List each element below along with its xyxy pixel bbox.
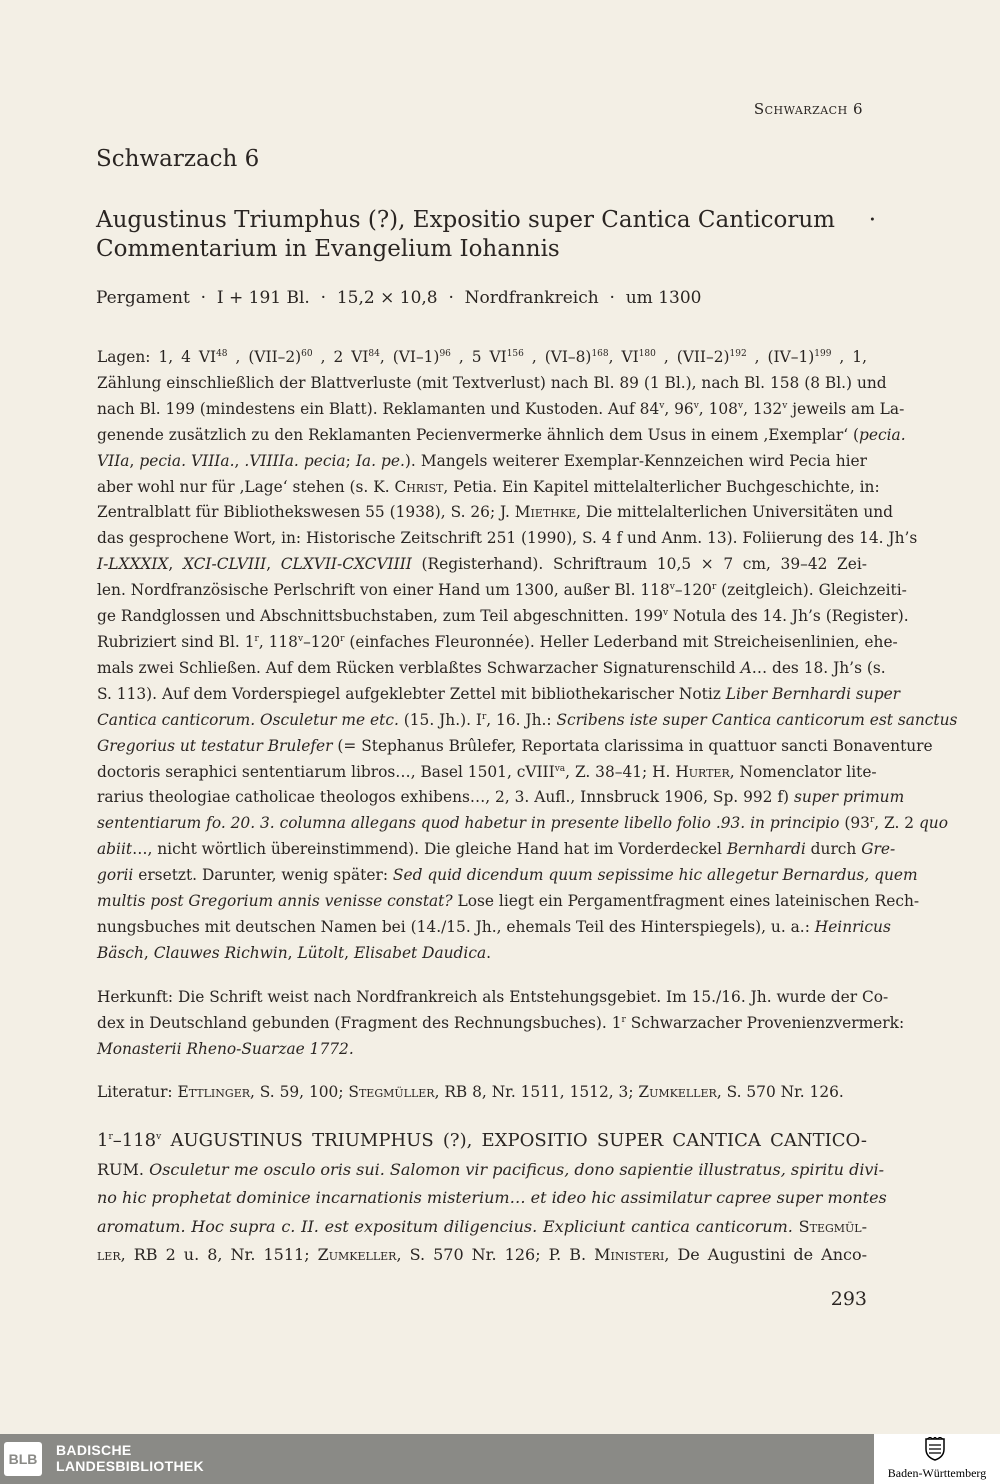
title-separator: ·	[868, 207, 876, 233]
provenance-paragraph: Herkunft: Die Schrift weist nach Nordfrankreich als Entstehungsgebiet. Im 15./16. Jh. wurde der Co- dex in Deutschland gebunden (Fragment des Rechnungsbuches). 1$^r$ Schwarzacher Provenienzvermerk: Monasterii Rheno-Suarzae 1772.	[97, 988, 905, 1058]
leaf-count: I + 191 Bl.	[216, 288, 310, 308]
library-name: BADISCHE LANDESBIBLIOTHEK	[56, 1442, 204, 1474]
physical-description: Pergament · I + 191 Bl. · 15,2 × 10,8 · Nordfrankreich · um 1300	[96, 288, 702, 308]
manuscript-title	[96, 206, 876, 264]
coat-of-arms-icon	[924, 1437, 946, 1461]
dimensions: 15,2 × 10,8	[336, 288, 438, 308]
content-heading: AUGUSTINUS TRIUMPHUS (?), EXPOSITIO SUPER CANTICA CANTICO-	[170, 1130, 867, 1151]
state-name: Baden-Württemberg	[887, 1466, 987, 1480]
state-logo[interactable]	[874, 1434, 1000, 1484]
content-entry: 1$^r$–118$^v$ AUGUSTINUS TRIUMPHUS (?), EXPOSITIO SUPER CANTICA CANTICO- RUM. Osculetur me osculo oris sui. Salomon vir pacificus, dono sapientie illustratus, spiritu divi- no hic prophetat dominice incarnationis misterium… et ideo hic assimilatur capree super montes aromatum. Hoc supra c. II. est expositum diligencius. Expliciunt cantica canticorum. Stegmül- ler, RB 2 u. 8, Nr. 1511; Zumkeller, S. 570 Nr. 126; P. B. Ministeri, De Augustini de Anco-	[97, 1130, 887, 1264]
date: um 1300	[625, 288, 702, 308]
title-line-1: Augustinus Triumphus (?), Expositio super Cantica Canticorum	[96, 207, 835, 233]
origin: Nordfrankreich	[464, 288, 599, 308]
codicological-description: Lagen: 1, 4 VI$^{48}$ , $(VII-2)^{60}$ , 2 VI$^{84}$, $(VI-1)^{96}$ , 5 VI$^{156}$ , $(VI-8)^{168}$, VI$^{180}$ , $(VII-2)^{192}$ , $(IV-1)^{199}$ , 1, Zählung einschließlich der Blattverluste (mit Textverlust) nach Bl. 89 (1 Bl.), nach Bl. 158 (8 Bl.) und nach Bl. 199 (mindestens ein Blatt). Reklamanten und Kustoden. Auf 84$^v$, 96$^v$, 108$^v$, 132$^v$ jeweils am La- genende zusätzlich zu den Reklamanten Pecienvermerke ähnlich dem Usus in einem ‚Exemplar‘ (pecia. VIIa, pecia. VIIIa., .VIIIIa. pecia; Ia. pe.). Mangels weiterer Exemplar-Kennzeichen wird Pecia hier aber wohl nur für ‚Lage‘ stehen (s. K. Christ, Petia. Ein Kapitel mittelalterlicher Buchgeschichte, in: Zentralblatt für Bibliothekswesen 55 (1938), S. 26; J. Miethke, Die mittelalterlichen Universitäten und das gesprochene Wort, in: Historische Zeitschrift 251 (1990), S. 4 f und Anm. 13). Foliierung des 14. Jh’s I-LXXXIX, XCI-CLVIII, CLXVII-CXCVIIII (Registerhand). Schriftraum 10,5 × 7 cm, 39–42 Zei- len. Nordfranzösische Perlschrift von einer Hand um 1300, außer Bl. 118$^v$–120$^r$ (zeitgleich). Gleichzeiti- ge Randglossen und Abschnittsbuchstaben, zum Teil abgeschnitten. 199$^v$ Notula des 14. Jh’s (Register). Rubriziert sind Bl. 1$^r$, 118$^v$–120$^r$ (einfaches Fleuronnée). Heller Lederband mit Streicheisenlinien, ehe- mals zwei Schließen. Auf dem Rücken verblaßtes Schwarzacher Signaturenschild A… des 18. Jh’s (s. S. 113). Auf dem Vorderspiegel aufgeklebter Zettel mit bibliothekarischer Notiz Liber Bernhardi super Cantica canticorum. Osculetur me etc. (15. Jh.). $I^r$, 16. Jh.: Scribens iste super Cantica canticorum est sanctus Gregorius ut testatur Brulefer (= Stephanus Brûlefer, Reportata clarissima in quattuor sancti Bonaventure doctoris seraphici sententiarum libros…, Basel 1501, cVIII$^{va}$, Z. 38–41; H. Hurter, Nomenclator lite- rarius theologiae catholicae theologos exhibens…, 2, 3. Aufl., Innsbruck 1906, Sp. 992 f) super primum sententiarum fo. 20. 3. columna allegans quod habetur in presente libello folio .93. in principio (93$^r$, Z. 2 quo abiit…, nicht wörtlich übereinstimmend). Die gleiche Hand hat im Vorderdeckel Bernhardi durch Gre- gorii ersetzt. Darunter, wenig später: Sed quid dicendum quum sepissime hic allegetur Bernardus, quem multis post Gregorium annis venisse constat? Lose liegt ein Pergamentfragment eines lateinischen Rech- nungsbuches mit deutschen Namen bei (14./15. Jh., ehemals Teil des Hinterspiegels), u. a.: Heinricus Bäsch, Clauwes Richwin, Lütolt, Elisabet Daudica.	[97, 348, 958, 962]
page-number: 293	[830, 1288, 867, 1310]
literature-paragraph: Literatur: Ettlinger, S. 59, 100; Stegmüller, RB 8, Nr. 1511, 1512, 3; Zumkeller, S. 570 Nr. 126.	[97, 1083, 844, 1101]
library-footer	[0, 1434, 1000, 1484]
title-line-2: Commentarium in Evangelium Iohannis	[96, 236, 560, 262]
blb-logo[interactable]: BLB	[4, 1442, 42, 1476]
running-head: Schwarzach 6	[753, 100, 863, 118]
shelfmark-heading: Schwarzach 6	[96, 146, 260, 172]
material: Pergament	[96, 288, 190, 308]
